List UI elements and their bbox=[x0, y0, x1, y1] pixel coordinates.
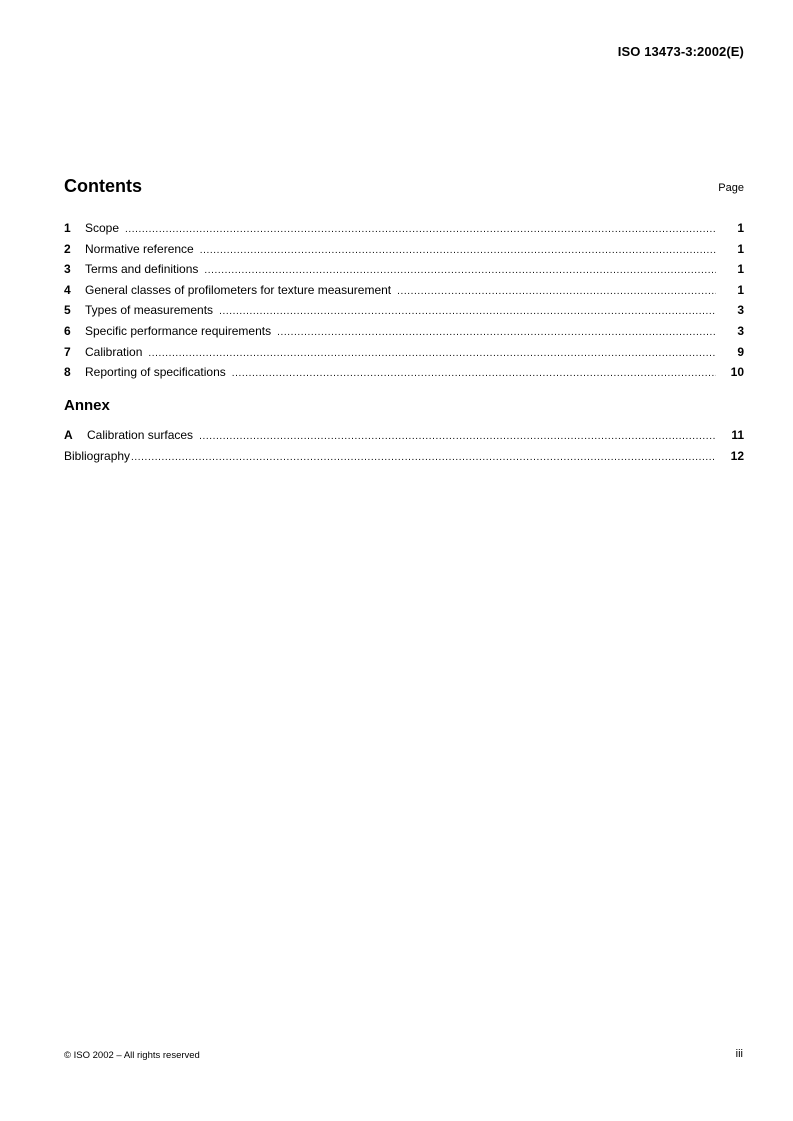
contents-title: Contents bbox=[64, 176, 142, 196]
toc-entry-page: 1 bbox=[737, 262, 744, 277]
dot-leader bbox=[277, 325, 716, 341]
toc-entry-scope[interactable] bbox=[64, 220, 744, 241]
toc-entry-reporting[interactable] bbox=[64, 364, 744, 385]
contents-header bbox=[64, 176, 744, 200]
toc-entry-normative-reference[interactable] bbox=[64, 241, 744, 262]
annex-title: Annex bbox=[64, 397, 110, 414]
toc-entry-number: 5 bbox=[64, 303, 71, 318]
toc-list bbox=[64, 220, 744, 385]
toc-entry-general-classes[interactable] bbox=[64, 282, 744, 303]
footer-page-number: iii bbox=[735, 1048, 743, 1060]
toc-entry-number: A bbox=[64, 428, 73, 442]
footer-copyright: © ISO 2002 – All rights reserved bbox=[64, 1050, 200, 1061]
toc-entry-title: Normative reference bbox=[85, 241, 194, 256]
toc-entry-annex-a[interactable] bbox=[64, 427, 744, 448]
toc-entry-number: 6 bbox=[64, 323, 71, 338]
toc-entry-title: Calibration bbox=[85, 344, 143, 359]
toc-entry-page: 3 bbox=[737, 303, 744, 318]
dot-leader bbox=[397, 284, 716, 300]
toc-entry-specific-performance[interactable] bbox=[64, 323, 744, 344]
toc-entry-number: 1 bbox=[64, 221, 71, 235]
toc-entry-title: Specific performance requirements bbox=[85, 323, 272, 338]
dot-leader bbox=[200, 243, 716, 259]
toc-entry-title: Calibration surfaces bbox=[87, 428, 194, 442]
toc-entry-page: 10 bbox=[730, 365, 744, 380]
toc-entry-title: General classes of profilometers for texture measurement bbox=[85, 282, 392, 297]
dot-leader bbox=[204, 263, 716, 279]
toc-entry-terms-and-definitions[interactable] bbox=[64, 261, 744, 282]
toc-entry-page: 11 bbox=[731, 428, 744, 442]
toc-entry-title: Reporting of specifications bbox=[85, 365, 226, 380]
toc-entry-page: 1 bbox=[737, 282, 744, 297]
toc-entry-number: 7 bbox=[64, 344, 71, 359]
toc-entry-page: 3 bbox=[737, 323, 744, 338]
dot-leader bbox=[131, 450, 716, 466]
toc-entry-number: 4 bbox=[64, 282, 71, 297]
dot-leader bbox=[232, 366, 716, 382]
toc-entry-calibration[interactable] bbox=[64, 344, 744, 365]
toc-entry-title: Types of measurements bbox=[85, 303, 214, 318]
toc-entry-bibliography[interactable] bbox=[64, 448, 744, 469]
toc-entry-number: 2 bbox=[64, 241, 71, 256]
dot-leader bbox=[125, 222, 716, 238]
toc-entry-page: 1 bbox=[737, 221, 744, 235]
page-column-label: Page bbox=[718, 182, 744, 194]
toc-entry-number: 3 bbox=[64, 262, 71, 277]
toc-entry-title: Terms and definitions bbox=[85, 262, 199, 277]
dot-leader bbox=[148, 346, 716, 362]
document-id: ISO 13473-3:2002(E) bbox=[617, 44, 744, 59]
dot-leader bbox=[199, 429, 716, 445]
toc-entry-page: 12 bbox=[730, 448, 744, 463]
toc-entry-types-of-measurements[interactable] bbox=[64, 302, 744, 323]
annex-list bbox=[64, 427, 744, 468]
toc-entry-page: 1 bbox=[737, 241, 744, 256]
toc-entry-title: Bibliography bbox=[64, 448, 131, 463]
toc-entry-page: 9 bbox=[737, 344, 744, 359]
toc-entry-title: Scope bbox=[85, 221, 120, 235]
dot-leader bbox=[219, 304, 716, 320]
toc-entry-number: 8 bbox=[64, 365, 71, 380]
